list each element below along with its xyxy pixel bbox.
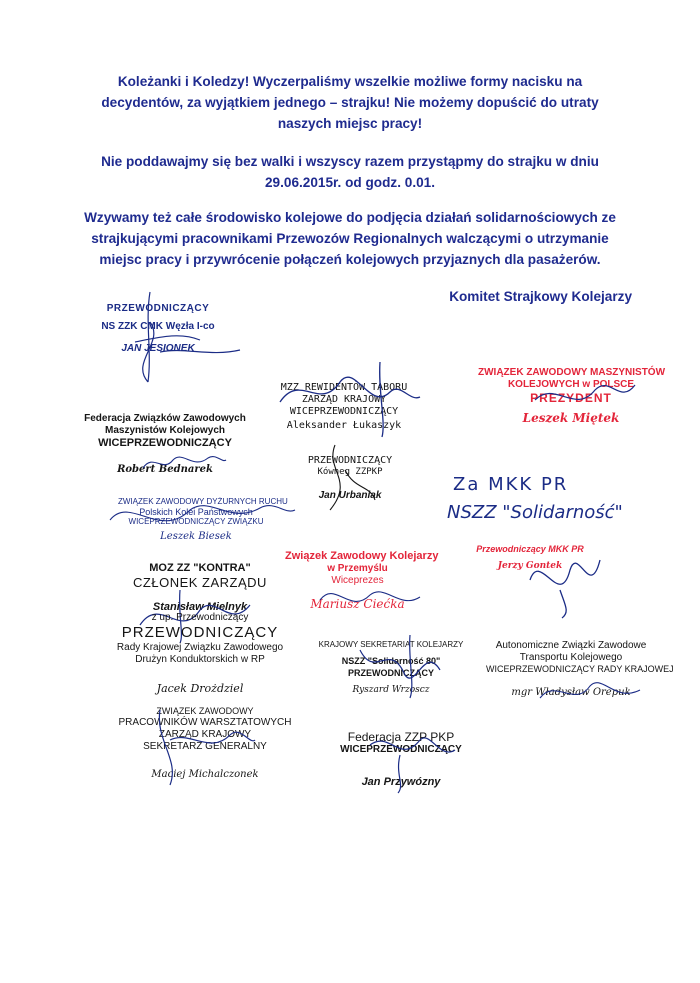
paragraph-2-line-2: 29.06.2015r. od godz. 0.01. xyxy=(264,175,435,190)
stamp-line: WICEPRZEWODNICZĄCY RADY KRAJOWEJ xyxy=(486,664,674,674)
stamp-line: MZZ REWIDENTÓW TABORU xyxy=(280,382,408,393)
stamp-name: mgr Władysław Orepuk xyxy=(511,686,631,698)
paragraph-2-line-1: Nie poddawajmy się bez walki i wszyscy razem przystąpmy do strajku w dniu xyxy=(101,154,599,169)
stamp-line: WICEPRZEWODNICZĄCY xyxy=(289,406,399,417)
stamp-line: Związek Zawodowy Kolejarzy xyxy=(285,550,439,562)
signature-ciecka xyxy=(310,575,430,625)
stamp-line: PRZEWODNICZĄCY xyxy=(307,455,393,466)
stamp-line: Drużyn Konduktorskich w RP xyxy=(135,654,265,665)
paragraph-2 xyxy=(60,151,640,193)
stamp-line: PRZEWODNICZĄCY xyxy=(348,668,434,679)
stamp-line: Transportu Kolejowego xyxy=(519,652,623,663)
stamp-line: PRZEWODNICZĄCY xyxy=(121,624,279,641)
paragraph-1 xyxy=(60,71,640,134)
stamp-name: Aleksander Łukaszyk xyxy=(286,420,402,431)
handwritten-mkk-pr xyxy=(445,474,623,523)
signature-przywozny xyxy=(330,725,480,795)
stamp-name: Stanisław Mielnyk xyxy=(152,600,248,613)
stamp-line: Przewodniczący MKK PR xyxy=(476,544,584,554)
stamp-name: Ryszard Wrzoscz xyxy=(352,685,430,696)
stamp-line: ZWIĄZEK ZAWODOWY MASZYNISTÓW xyxy=(478,367,666,378)
stamp-drozdziel xyxy=(95,612,305,695)
stamp-line: Polskich Kolei Państwowych xyxy=(139,506,253,517)
stamp-line: WICEPRZEWODNICZĄCY xyxy=(340,744,462,756)
stamp-line: PRZEWODNICZĄCY xyxy=(106,303,210,314)
signature-wrzoscz xyxy=(340,630,460,700)
stamp-line: ZWIĄZEK ZAWODOWY DYŻURNYCH RUCHU xyxy=(118,497,288,506)
signature-michalczonek xyxy=(140,700,260,790)
stamp-line: w Przemyślu xyxy=(327,563,388,575)
paragraph-1-line-1: Koleżanki i Koledzy! Wyczerpaliśmy wszelkie możliwe formy nacisku na xyxy=(117,74,583,89)
stamp-name: Jerzy Gontek xyxy=(497,560,563,571)
signature-bednarek xyxy=(138,448,228,478)
stamp-line: Federacja Związków Zawodowych xyxy=(84,413,246,424)
stamp-line: WICEPRZEWODNICZĄCY xyxy=(98,437,232,449)
paragraph-3-line-3: miejsc pracy i przywrócenie połączeń kolejowych przyjaznych dla pasażerów. xyxy=(99,252,601,267)
stamp-name: Jacek Drożdziel xyxy=(156,682,244,695)
paragraph-3-line-2: strajkującymi pracownikami Przewozów Regionalnych walczącymi o utrzymanie xyxy=(91,231,609,246)
stamp-name: Maciej Michalczonek xyxy=(151,768,259,780)
stamp-line: Kówneg ZZPKP xyxy=(317,467,383,477)
signature-mietek xyxy=(525,360,645,430)
stamp-line: MOZ ZZ "KONTRA" xyxy=(149,562,251,574)
stamp-line: Federacja ZZP PKP xyxy=(347,730,455,744)
stamp-name: JAN JESIONEK xyxy=(121,343,195,354)
closing-signature: Komitet Strajkowy Kolejarzy xyxy=(449,289,632,304)
paragraph-1-line-3: naszych miejsc pracy! xyxy=(277,116,423,131)
stamp-line: Wiceprezes xyxy=(331,575,384,587)
stamp-name: Leszek Miętek xyxy=(522,411,620,426)
stamp-line: NSZZ "Solidarność" xyxy=(447,501,623,523)
signature-orepuk xyxy=(530,668,650,718)
stamp-name: Jan Urbaniak xyxy=(318,489,382,501)
stamp-line: PRACOWNIKÓW WARSZTATOWYCH xyxy=(118,716,292,728)
stamp-name: Mariusz Ciećka xyxy=(310,597,405,612)
signature-lukaszyk xyxy=(260,352,430,442)
stamp-line: ZWIĄZEK ZAWODOWY xyxy=(156,706,254,716)
paragraph-3-line-1: Wzywamy też całe środowisko kolejowe do podjęcia działań solidarnościowych ze xyxy=(84,210,616,225)
stamp-name: Jan Przywózny xyxy=(361,776,441,789)
stamp-line: ZARZĄD KRAJOWY xyxy=(301,394,387,405)
stamp-line: Autonomiczne Związki Zawodowe xyxy=(495,640,647,651)
stamp-line: Rady Krajowej Związku Zawodowego xyxy=(116,642,284,653)
stamp-line: z up. Przewodniczący xyxy=(151,612,249,623)
stamp-line: KRAJOWY SEKRETARIAT KOLEJARZY xyxy=(318,640,464,649)
stamp-line: NSZZ "Solidarność 80" xyxy=(341,655,441,666)
stamp-line: PREZYDENT xyxy=(530,391,612,405)
signature-urbaniak xyxy=(315,440,395,520)
stamp-line: NS ZZK CMK Węzła I-co xyxy=(101,321,215,332)
stamp-line: SEKRETARZ GENERALNY xyxy=(143,740,267,752)
stamp-line: Za MKK PR xyxy=(453,474,569,495)
paragraph-1-line-2: decydentów, za wyjątkiem jednego – strajku! Nie możemy dopuścić do utraty xyxy=(101,95,599,110)
paragraph-3 xyxy=(60,207,640,270)
signature-biesek xyxy=(100,490,300,550)
stamp-line: KOLEJOWYCH w POLSCE xyxy=(507,379,635,390)
stamp-name: Leszek Biesek xyxy=(160,530,232,542)
stamp-line: Maszynistów Kolejowych xyxy=(104,425,226,436)
stamp-line: ZARZĄD KRAJOWY xyxy=(158,728,252,740)
signature-gontek xyxy=(520,540,610,620)
stamp-line: CZŁONEK ZARZĄDU xyxy=(133,575,267,591)
stamp-name: Robert Bednarek xyxy=(117,464,213,476)
stamp-line: WICEPRZEWODNICZĄCY ZWIĄZKU xyxy=(128,517,264,527)
